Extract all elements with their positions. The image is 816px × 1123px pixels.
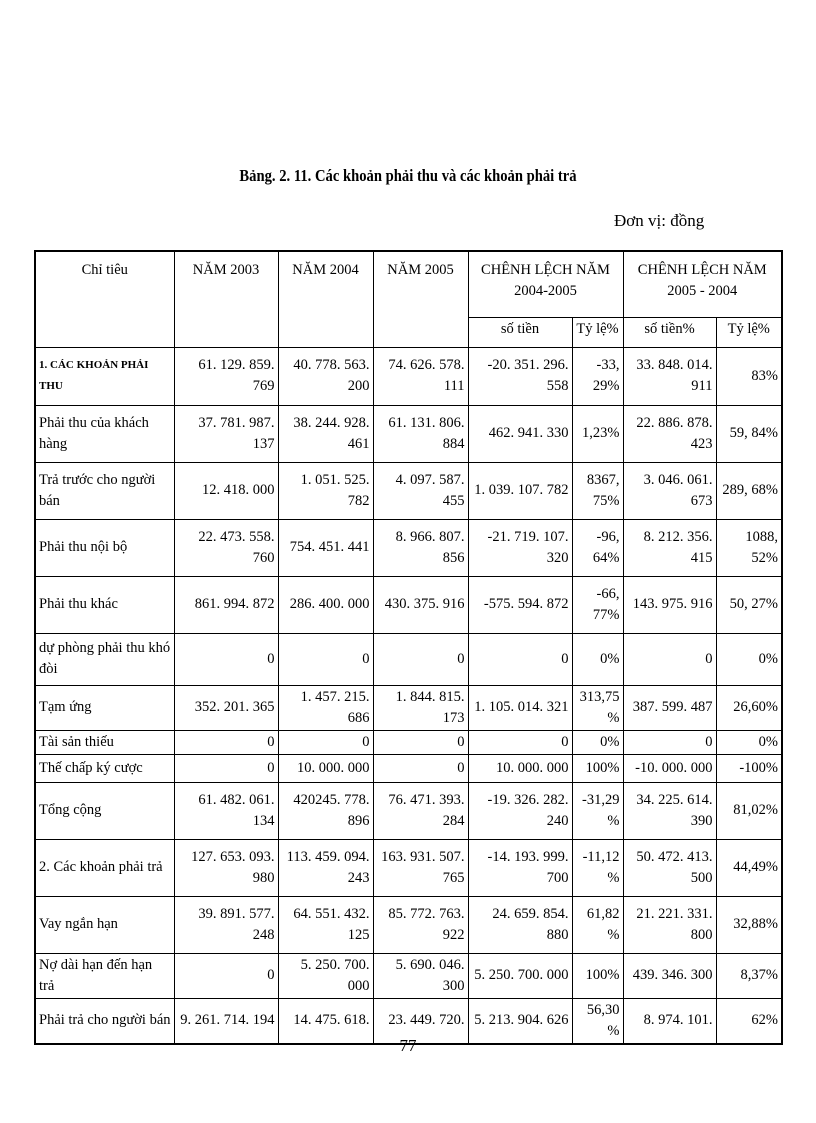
cell-r2: 26,60% [716, 685, 782, 730]
cell-d2: 0 [623, 633, 716, 685]
cell-v2004: 10. 000. 000 [278, 754, 373, 782]
cell-r2: 0% [716, 633, 782, 685]
cell-d1: -575. 594. 872 [468, 576, 572, 633]
cell-d1: -14. 193. 999. 700 [468, 839, 572, 896]
cell-r2: 59, 84% [716, 405, 782, 462]
row-label: dự phòng phải thu khó đòi [35, 633, 174, 685]
cell-v2003: 0 [174, 953, 278, 998]
cell-d1: -19. 326. 282. 240 [468, 782, 572, 839]
cell-v2003: 861. 994. 872 [174, 576, 278, 633]
cell-v2005: 23. 449. 720. [373, 998, 468, 1044]
cell-r1: -66, 77% [572, 576, 623, 633]
cell-v2004: 5. 250. 700. 000 [278, 953, 373, 998]
header-2004: NĂM 2004 [278, 251, 373, 347]
cell-d1: -21. 719. 107. 320 [468, 519, 572, 576]
cell-v2003: 39. 891. 577. 248 [174, 896, 278, 953]
cell-d1: 5. 250. 700. 000 [468, 953, 572, 998]
row-label: 2. Các khoản phải trả [35, 839, 174, 896]
cell-v2004: 286. 400. 000 [278, 576, 373, 633]
cell-d2: 387. 599. 487 [623, 685, 716, 730]
cell-v2005: 0 [373, 730, 468, 754]
header-2005: NĂM 2005 [373, 251, 468, 347]
row-label: Tài sản thiếu [35, 730, 174, 754]
cell-r2: 50, 27% [716, 576, 782, 633]
cell-r1: 8367, 75% [572, 462, 623, 519]
cell-v2004: 113. 459. 094. 243 [278, 839, 373, 896]
cell-r2: 8,37% [716, 953, 782, 998]
table-row [35, 519, 782, 576]
cell-r2: 83% [716, 347, 782, 405]
cell-v2005: 85. 772. 763. 922 [373, 896, 468, 953]
cell-d2: 0 [623, 730, 716, 754]
cell-v2003: 0 [174, 730, 278, 754]
cell-v2005: 74. 626. 578. 111 [373, 347, 468, 405]
cell-v2004: 0 [278, 633, 373, 685]
row-label: Phải thu của khách hàng [35, 405, 174, 462]
cell-v2004: 14. 475. 618. [278, 998, 373, 1044]
financial-table [34, 250, 783, 1045]
cell-v2004: 754. 451. 441 [278, 519, 373, 576]
cell-r1: 100% [572, 754, 623, 782]
header-chi-tieu: Chỉ tiêu [35, 251, 174, 347]
cell-r1: 0% [572, 633, 623, 685]
cell-r2: 62% [716, 998, 782, 1044]
cell-v2003: 61. 129. 859. 769 [174, 347, 278, 405]
cell-v2005: 1. 844. 815. 173 [373, 685, 468, 730]
cell-d2: 22. 886. 878. 423 [623, 405, 716, 462]
row-label: Tạm ứng [35, 685, 174, 730]
table-row [35, 405, 782, 462]
cell-r2: 1088, 52% [716, 519, 782, 576]
cell-d1: 5. 213. 904. 626 [468, 998, 572, 1044]
cell-v2003: 127. 653. 093. 980 [174, 839, 278, 896]
header-diff-2004-2005: CHÊNH LỆCH NĂM 2004-2005 [468, 251, 623, 317]
cell-v2005: 0 [373, 633, 468, 685]
cell-d2: 50. 472. 413. 500 [623, 839, 716, 896]
table-row [35, 782, 782, 839]
table-row [35, 953, 782, 998]
row-label: Phải thu khác [35, 576, 174, 633]
cell-v2005: 5. 690. 046. 300 [373, 953, 468, 998]
cell-v2004: 1. 051. 525. 782 [278, 462, 373, 519]
cell-d2: 34. 225. 614. 390 [623, 782, 716, 839]
row-label: Trả trước cho người bán [35, 462, 174, 519]
cell-d2: -10. 000. 000 [623, 754, 716, 782]
cell-v2003: 12. 418. 000 [174, 462, 278, 519]
cell-r1: 0% [572, 730, 623, 754]
table-row [35, 576, 782, 633]
cell-r2: 81,02% [716, 782, 782, 839]
cell-v2004: 40. 778. 563. 200 [278, 347, 373, 405]
cell-v2005: 61. 131. 806. 884 [373, 405, 468, 462]
cell-r1: 313,75% [572, 685, 623, 730]
cell-v2003: 0 [174, 633, 278, 685]
cell-d2: 3. 046. 061. 673 [623, 462, 716, 519]
cell-v2004: 420245. 778. 896 [278, 782, 373, 839]
cell-r2: 44,49% [716, 839, 782, 896]
row-label: Phải trả cho người bán [35, 998, 174, 1044]
page-number: 77 [399, 1036, 417, 1055]
cell-r2: 289, 68% [716, 462, 782, 519]
cell-d1: 0 [468, 633, 572, 685]
cell-d2: 8. 974. 101. [623, 998, 716, 1044]
cell-v2005: 0 [373, 754, 468, 782]
cell-r1: -96, 64% [572, 519, 623, 576]
row-label: Thế chấp ký cược [35, 754, 174, 782]
cell-r2: -100% [716, 754, 782, 782]
row-label: 1. CÁC KHOẢN PHẢI THU [35, 347, 174, 405]
cell-v2004: 0 [278, 730, 373, 754]
header-so-tien-pct: số tiền% [623, 317, 716, 347]
row-label: Vay ngắn hạn [35, 896, 174, 953]
cell-v2003: 9. 261. 714. 194 [174, 998, 278, 1044]
cell-d2: 8. 212. 356. 415 [623, 519, 716, 576]
unit-label: Đơn vị: đồng [614, 211, 705, 230]
cell-d1: -20. 351. 296. 558 [468, 347, 572, 405]
cell-r1: 61,82% [572, 896, 623, 953]
cell-d1: 1. 105. 014. 321 [468, 685, 572, 730]
cell-v2005: 4. 097. 587. 455 [373, 462, 468, 519]
table-row [35, 685, 782, 730]
cell-v2005: 8. 966. 807. 856 [373, 519, 468, 576]
header-2003: NĂM 2003 [174, 251, 278, 347]
cell-d1: 10. 000. 000 [468, 754, 572, 782]
cell-v2005: 430. 375. 916 [373, 576, 468, 633]
cell-r1: -31,29% [572, 782, 623, 839]
header-so-tien: số tiền [468, 317, 572, 347]
cell-v2003: 37. 781. 987. 137 [174, 405, 278, 462]
cell-v2004: 1. 457. 215. 686 [278, 685, 373, 730]
cell-r1: 56,30% [572, 998, 623, 1044]
table-row [35, 754, 782, 782]
cell-d2: 21. 221. 331. 800 [623, 896, 716, 953]
cell-r2: 32,88% [716, 896, 782, 953]
cell-r2: 0% [716, 730, 782, 754]
table-row [35, 730, 782, 754]
cell-d1: 462. 941. 330 [468, 405, 572, 462]
cell-r1: 1,23% [572, 405, 623, 462]
table-row [35, 839, 782, 896]
cell-d2: 439. 346. 300 [623, 953, 716, 998]
table-row [35, 347, 782, 405]
cell-d1: 0 [468, 730, 572, 754]
cell-d1: 1. 039. 107. 782 [468, 462, 572, 519]
cell-d1: 24. 659. 854. 880 [468, 896, 572, 953]
cell-r1: 100% [572, 953, 623, 998]
cell-v2004: 38. 244. 928. 461 [278, 405, 373, 462]
cell-v2003: 61. 482. 061. 134 [174, 782, 278, 839]
cell-d2: 143. 975. 916 [623, 576, 716, 633]
cell-v2005: 76. 471. 393. 284 [373, 782, 468, 839]
cell-v2004: 64. 551. 432. 125 [278, 896, 373, 953]
cell-v2003: 0 [174, 754, 278, 782]
header-diff-2005-2004: CHÊNH LỆCH NĂM 2005 - 2004 [623, 251, 782, 317]
header-ty-le: Tỷ lệ% [572, 317, 623, 347]
cell-v2003: 352. 201. 365 [174, 685, 278, 730]
cell-d2: 33. 848. 014. 911 [623, 347, 716, 405]
table-row [35, 633, 782, 685]
row-label: Nợ dài hạn đến hạn trả [35, 953, 174, 998]
header-ty-le-2: Tỷ lệ% [716, 317, 782, 347]
table-row [35, 896, 782, 953]
row-label: Tổng cộng [35, 782, 174, 839]
row-label: Phải thu nội bộ [35, 519, 174, 576]
cell-r1: -11,12% [572, 839, 623, 896]
cell-v2005: 163. 931. 507. 765 [373, 839, 468, 896]
table-row [35, 462, 782, 519]
table-title: Bảng. 2. 11. Các khoản phải thu và các khoản phải trả [239, 166, 577, 185]
cell-v2003: 22. 473. 558. 760 [174, 519, 278, 576]
cell-r1: -33, 29% [572, 347, 623, 405]
